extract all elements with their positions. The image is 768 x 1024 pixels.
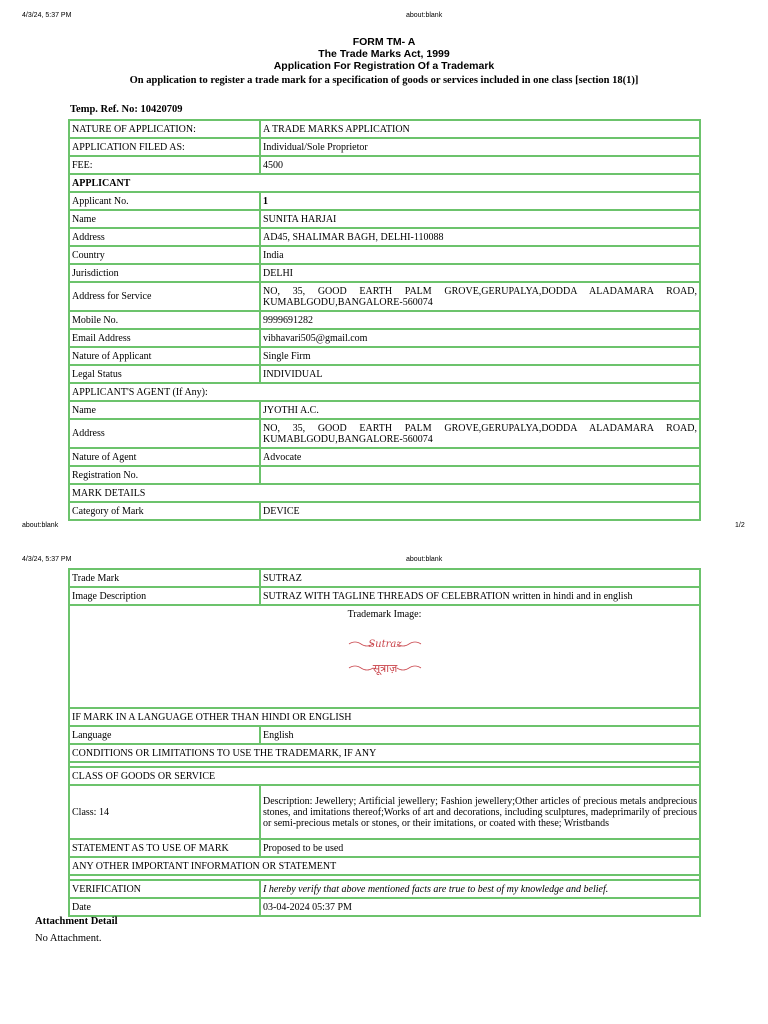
- application-table-page1: [68, 119, 701, 521]
- category-value: DEVICE: [260, 502, 700, 520]
- service-address-value: NO, 35, GOOD EARTH PALM GROVE,GERUPALYA,DODDA ALADAMARA ROAD, KUMABLGODU,BANGALORE-560074: [260, 282, 700, 311]
- jurisdiction-value: DELHI: [260, 264, 700, 282]
- nature-of-applicant-value: Single Firm: [260, 347, 700, 365]
- page2-header-url: about:blank: [406, 556, 443, 563]
- category-label: Category of Mark: [69, 502, 260, 520]
- date-value: 03-04-2024 05:37 PM: [260, 898, 700, 916]
- nature-of-agent-value: Advocate: [260, 448, 700, 466]
- applicant-no-label: Applicant No.: [69, 192, 260, 210]
- page1-header-datetime: 4/3/24, 5:37 PM: [22, 12, 72, 19]
- other-info-header: ANY OTHER IMPORTANT INFORMATION OR STATEMENT: [69, 857, 700, 875]
- country-value: India: [260, 246, 700, 264]
- nature-label: NATURE OF APPLICATION:: [69, 120, 260, 138]
- mark-details-header: MARK DETAILS: [69, 484, 700, 502]
- filed-as-value: Individual/Sole Proprietor: [260, 138, 700, 156]
- nature-of-applicant-label: Nature of Applicant: [69, 347, 260, 365]
- trademark-logo-image: [345, 632, 425, 676]
- jurisdiction-label: Jurisdiction: [69, 264, 260, 282]
- page1-header-url: about:blank: [406, 12, 443, 19]
- language-label: Language: [69, 726, 260, 744]
- logo-english-text: Sutraz: [367, 639, 402, 650]
- email-value: vibhavari505@gmail.com: [260, 329, 700, 347]
- mobile-value: 9999691282: [260, 311, 700, 329]
- application-table-page2: [68, 568, 701, 917]
- agent-name-value: JYOTHI A.C.: [260, 401, 700, 419]
- address-value: AD45, SHALIMAR BAGH, DELHI-110088: [260, 228, 700, 246]
- applicant-section-header: APPLICANT: [69, 174, 700, 192]
- statement-of-use-value: Proposed to be used: [260, 839, 700, 857]
- trademark-logo: [72, 632, 697, 679]
- image-description-value: SUTRAZ WITH TAGLINE THREADS OF CELEBRATION written in hindi and in english: [260, 587, 700, 605]
- date-label: Date: [69, 898, 260, 916]
- conditions-header: CONDITIONS OR LIMITATIONS TO USE THE TRADEMARK, IF ANY: [69, 744, 700, 762]
- nature-value: A TRADE MARKS APPLICATION: [260, 120, 700, 138]
- temp-ref-number: Temp. Ref. No: 10420709: [70, 104, 183, 115]
- trade-mark-label: Trade Mark: [69, 569, 260, 587]
- logo-hindi-text: सूत्राज़: [372, 662, 397, 675]
- language-value: English: [260, 726, 700, 744]
- page1-footer-url: about:blank: [22, 522, 59, 529]
- page2-header-datetime: 4/3/24, 5:37 PM: [22, 556, 72, 563]
- name-value: SUNITA HARJAI: [260, 210, 700, 228]
- class-description: Description: Jewellery; Artificial jewellery; Fashion jewellery;Other articles of precious metals andprecious stones, and imitations thereof;Works of art and decorations, including sculptures, madeprimarily of precious or semi-precious metals or stones, or their imitations, or coated with these; Wristbands: [260, 785, 700, 839]
- trademark-image-label: Trademark Image:: [347, 609, 422, 620]
- registration-no-value: [260, 466, 700, 484]
- nature-of-agent-label: Nature of Agent: [69, 448, 260, 466]
- class-section-header: CLASS OF GOODS OR SERVICE: [69, 767, 700, 785]
- registration-no-label: Registration No.: [69, 466, 260, 484]
- trademark-image-cell: [69, 605, 700, 708]
- form-title: FORM TM- A: [352, 36, 416, 48]
- agent-section-header: APPLICANT'S AGENT (If Any):: [69, 383, 700, 401]
- class-label: Class: 14: [69, 785, 260, 839]
- agent-name-label: Name: [69, 401, 260, 419]
- verification-statement: I hereby verify that above mentioned facts are true to best of my knowledge and belief.: [260, 880, 700, 898]
- applicant-no-value: 1: [260, 192, 700, 210]
- fee-value: 4500: [260, 156, 700, 174]
- act-title: The Trade Marks Act, 1999: [318, 48, 450, 60]
- verification-label: VERIFICATION: [69, 880, 260, 898]
- mobile-label: Mobile No.: [69, 311, 260, 329]
- image-description-label: Image Description: [69, 587, 260, 605]
- application-title: Application For Registration Of a Trademark: [273, 60, 495, 72]
- statement-of-use-label: STATEMENT AS TO USE OF MARK: [69, 839, 260, 857]
- attachment-detail-text: No Attachment.: [35, 933, 102, 944]
- address-label: Address: [69, 228, 260, 246]
- name-label: Name: [69, 210, 260, 228]
- page1-footer-page-number: 1/2: [735, 522, 745, 529]
- filed-as-label: APPLICATION FILED AS:: [69, 138, 260, 156]
- language-section-header: IF MARK IN A LANGUAGE OTHER THAN HINDI OR ENGLISH: [69, 708, 700, 726]
- country-label: Country: [69, 246, 260, 264]
- service-address-label: Address for Service: [69, 282, 260, 311]
- agent-address-value: NO, 35, GOOD EARTH PALM GROVE,GERUPALYA,DODDA ALADAMARA ROAD, KUMABLGODU,BANGALORE-560074: [260, 419, 700, 448]
- trade-mark-value: SUTRAZ: [260, 569, 700, 587]
- legal-status-label: Legal Status: [69, 365, 260, 383]
- attachment-detail-title: Attachment Detail: [35, 916, 118, 927]
- form-subtitle: On application to register a trade mark for a specification of goods or services included in one class [section 18(1)]: [129, 75, 639, 86]
- legal-status-value: INDIVIDUAL: [260, 365, 700, 383]
- fee-label: FEE:: [69, 156, 260, 174]
- agent-address-label: Address: [69, 419, 260, 448]
- email-label: Email Address: [69, 329, 260, 347]
